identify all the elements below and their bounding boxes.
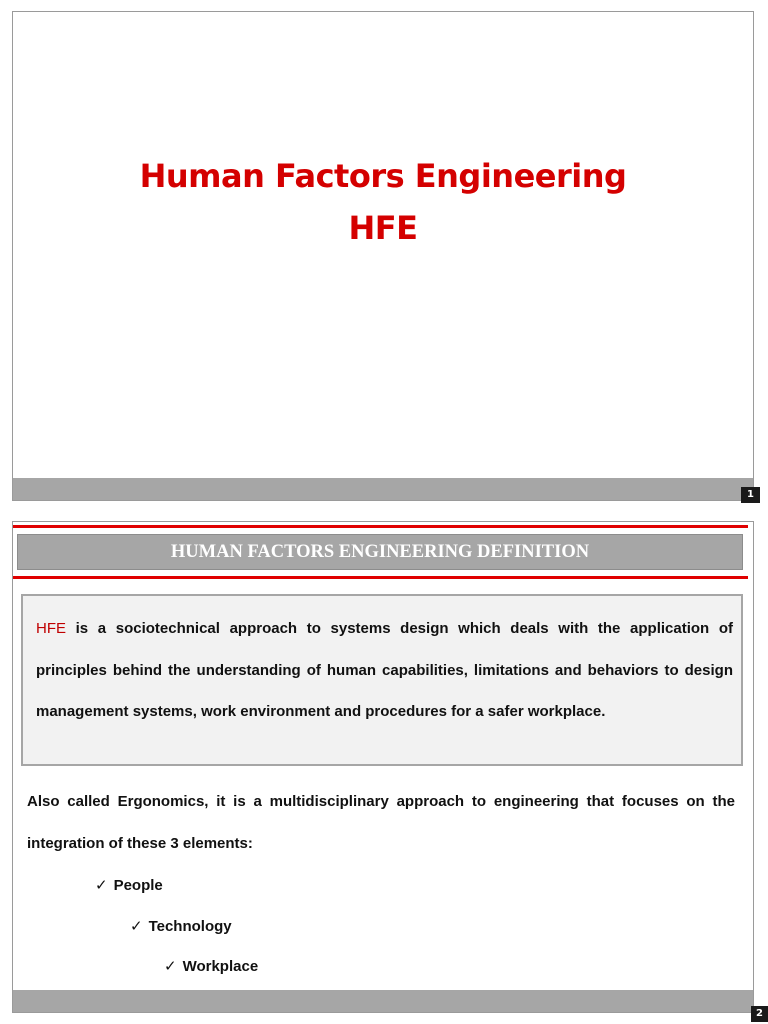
checkmark-icon: ✓	[164, 957, 177, 975]
element-label: People	[113, 877, 163, 894]
definition-text	[36, 608, 733, 733]
slide-2	[12, 521, 754, 1013]
slide-1	[12, 11, 754, 501]
element-label: Workplace	[182, 958, 259, 975]
definition-term: HFE	[36, 620, 66, 637]
slide-title: Human Factors Engineering	[139, 157, 627, 195]
slide-subtitle: HFE	[348, 209, 418, 247]
section-title: HUMAN FACTORS ENGINEERING DEFINITION	[170, 542, 590, 562]
checkmark-icon: ✓	[95, 876, 108, 894]
page-number: 2	[751, 1006, 768, 1022]
header-bottom-rule	[13, 576, 748, 579]
element-item-technology	[130, 916, 232, 937]
element-item-people	[95, 875, 163, 896]
header-top-rule	[13, 525, 748, 528]
element-item-workplace	[164, 956, 258, 977]
intro-text: Also called Ergonomics, it is a multidisciplinary approach to engineering that focuses on the integration of these 3 elements:	[27, 793, 735, 852]
element-label: Technology	[148, 918, 232, 935]
slide-footer-bar	[13, 478, 753, 500]
definition-body: is a sociotechnical approach to systems design which deals with the application of principles behind the understanding of human capabilities, limitations and behaviors to design management systems, work environment and procedures for a safer workplace.	[36, 620, 733, 720]
title-block	[13, 150, 753, 254]
header-band	[17, 534, 743, 570]
page-number: 1	[741, 487, 760, 503]
definition-box	[21, 594, 743, 766]
slide-footer-bar	[13, 990, 753, 1012]
checkmark-icon: ✓	[130, 917, 143, 935]
